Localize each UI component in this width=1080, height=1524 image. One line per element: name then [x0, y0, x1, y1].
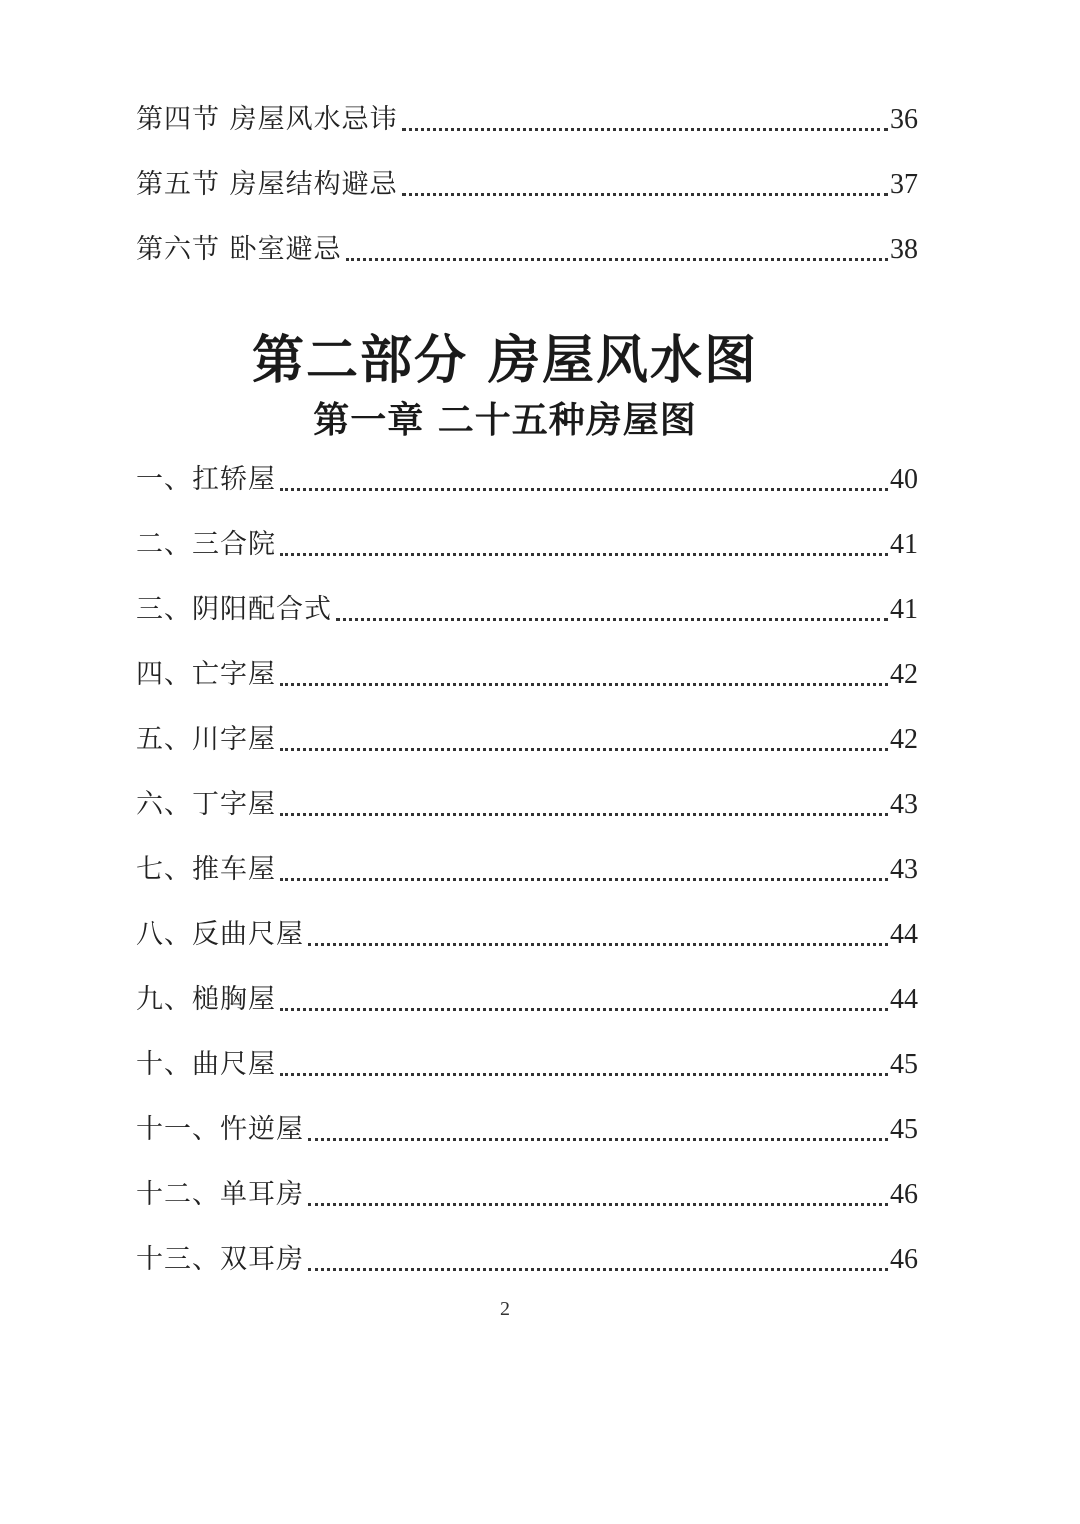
toc-entry-page: 40	[890, 464, 918, 495]
toc-entry[interactable]	[136, 165, 918, 205]
toc-entry[interactable]	[136, 720, 918, 760]
toc-entry-page: 38	[890, 234, 918, 265]
toc-entry-page: 42	[890, 724, 918, 755]
toc-entry-label: 二、三合院	[136, 529, 276, 560]
toc-entry-page: 43	[890, 789, 918, 820]
page-number: 2	[500, 1298, 510, 1320]
toc-entry-label: 第六节 卧室避忌	[136, 234, 342, 265]
toc-entry-label: 九、槌胸屋	[136, 984, 276, 1015]
leader-dots	[308, 931, 888, 946]
toc-entry[interactable]	[136, 915, 918, 955]
toc-entry[interactable]	[136, 785, 918, 825]
leader-dots	[280, 476, 888, 491]
toc-entry[interactable]	[136, 850, 918, 890]
toc-entry-page: 36	[890, 104, 918, 135]
leader-dots	[308, 1126, 888, 1141]
chapter-title: 第一章 二十五种房屋图	[313, 399, 697, 441]
toc-entry-page: 46	[890, 1179, 918, 1210]
toc-entry[interactable]	[136, 655, 918, 695]
leader-dots	[308, 1256, 888, 1271]
toc-entry-page: 37	[890, 169, 918, 200]
toc-entry-page: 44	[890, 919, 918, 950]
toc-entry[interactable]	[136, 100, 918, 140]
leader-dots	[280, 671, 888, 686]
toc-entry-label: 八、反曲尺屋	[136, 919, 304, 950]
toc-entry-label: 第五节 房屋结构避忌	[136, 169, 398, 200]
leader-dots	[280, 801, 888, 816]
leader-dots	[402, 181, 888, 196]
leader-dots	[308, 1191, 888, 1206]
toc-entry-page: 44	[890, 984, 918, 1015]
toc-entry[interactable]	[136, 230, 918, 270]
toc-entry-label: 十二、单耳房	[136, 1179, 304, 1210]
toc-entry-label: 十三、双耳房	[136, 1244, 304, 1275]
leader-dots	[280, 996, 888, 1011]
toc-entry[interactable]	[136, 525, 918, 565]
toc-entry[interactable]	[136, 1240, 918, 1280]
toc-entry-page: 45	[890, 1114, 918, 1145]
toc-entry[interactable]	[136, 1045, 918, 1085]
leader-dots	[280, 1061, 888, 1076]
toc-entry-page: 43	[890, 854, 918, 885]
toc-entry-label: 一、扛轿屋	[136, 464, 276, 495]
toc-entry-label: 第四节 房屋风水忌讳	[136, 104, 398, 135]
leader-dots	[280, 736, 888, 751]
toc-entry[interactable]	[136, 1175, 918, 1215]
leader-dots	[280, 866, 888, 881]
leader-dots	[280, 541, 888, 556]
toc-entry-page: 42	[890, 659, 918, 690]
toc-entry-label: 十一、忤逆屋	[136, 1114, 304, 1145]
toc-entry[interactable]	[136, 1110, 918, 1150]
leader-dots	[336, 606, 888, 621]
toc-entry-label: 六、丁字屋	[136, 789, 276, 820]
toc-entry-label: 七、推车屋	[136, 854, 276, 885]
toc-entry-page: 41	[890, 529, 918, 560]
leader-dots	[346, 246, 888, 261]
toc-entry[interactable]	[136, 980, 918, 1020]
toc-entry-page: 45	[890, 1049, 918, 1080]
toc-entry-page: 46	[890, 1244, 918, 1275]
toc-entry[interactable]	[136, 590, 918, 630]
toc-entry-page: 41	[890, 594, 918, 625]
toc-entry[interactable]	[136, 460, 918, 500]
toc-entry-label: 三、阴阳配合式	[136, 594, 332, 625]
part-title: 第二部分 房屋风水图	[251, 330, 759, 391]
toc-entry-label: 四、亡字屋	[136, 659, 276, 690]
toc-entry-label: 十、曲尺屋	[136, 1049, 276, 1080]
toc-entry-label: 五、川字屋	[136, 724, 276, 755]
leader-dots	[402, 116, 888, 131]
